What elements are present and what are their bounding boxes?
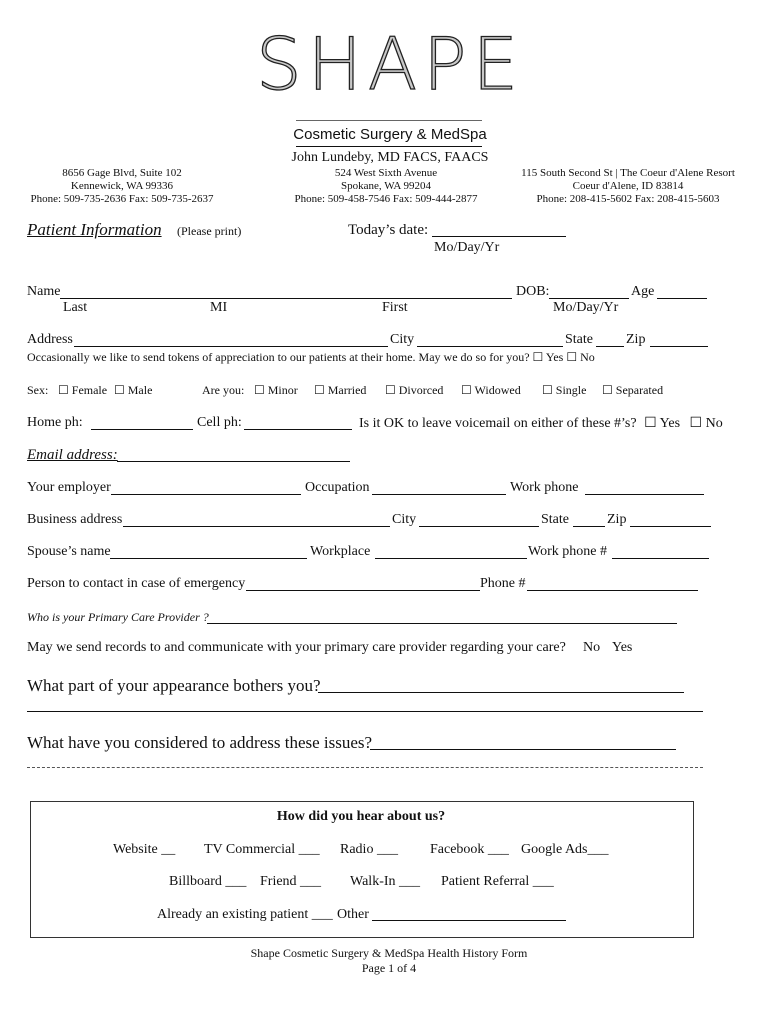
- status-label: Are you:: [202, 383, 245, 397]
- state-label: State: [565, 332, 593, 347]
- cell-phone-label: Cell ph:: [197, 415, 242, 430]
- emergency-contact-label: Person to contact in case of emergency: [27, 576, 246, 591]
- tokens-yes-checkbox[interactable]: ☐: [532, 350, 544, 364]
- occupation-field[interactable]: [372, 494, 506, 495]
- referral-option-facebook[interactable]: Facebook ___: [430, 842, 509, 857]
- records-question: May we send records to and communicate with your primary care provider regarding your care?: [27, 640, 566, 655]
- business-address-field[interactable]: [123, 526, 390, 527]
- email-label: Email address:: [27, 447, 118, 463]
- business-state-field[interactable]: [573, 526, 605, 527]
- footer-form-title: Shape Cosmetic Surgery & MedSpa Health History Form: [250, 946, 528, 960]
- city-field[interactable]: [417, 346, 563, 347]
- sex-female-option[interactable]: ☐ Female: [58, 383, 108, 397]
- sex-female-label: Female: [71, 383, 108, 397]
- spouse-name-label: Spouse’s name: [27, 544, 111, 559]
- section-title: Patient Information: [27, 220, 162, 239]
- tokens-question: [27, 350, 595, 365]
- status-widowed-option[interactable]: ☐ Widowed: [461, 383, 521, 397]
- home-phone-label: Home ph:: [27, 415, 83, 430]
- voicemail-question-text: Is it OK to leave voicemail on either of these #’s?: [359, 416, 637, 431]
- address-label: Address: [27, 332, 73, 347]
- status-divorced-option[interactable]: ☐ Divorced: [385, 383, 444, 397]
- location-line: 524 West Sixth Avenue: [334, 167, 438, 179]
- status-separated-label: Separated: [615, 383, 664, 397]
- work-phone-field[interactable]: [585, 494, 704, 495]
- dob-label: DOB:: [516, 284, 550, 299]
- emergency-contact-field[interactable]: [246, 590, 480, 591]
- voicemail-yes-label: Yes: [659, 416, 681, 431]
- appearance-answer-line-2[interactable]: [27, 711, 703, 712]
- spouse-work-phone-label: Work phone #: [528, 544, 607, 559]
- location-line: 115 South Second St | The Coeur d'Alene Resort: [521, 167, 735, 179]
- pcp-field[interactable]: [207, 623, 677, 624]
- location-line: 8656 Gage Blvd, Suite 102: [62, 167, 182, 179]
- location-kennewick: [30, 167, 213, 206]
- referral-option-patient-referral[interactable]: Patient Referral ___: [441, 874, 554, 889]
- appearance-answer-field[interactable]: [318, 692, 684, 693]
- voicemail-yes-checkbox[interactable]: ☐: [644, 416, 657, 431]
- doctor-name: John Lundeby, MD FACS, FAACS: [291, 150, 489, 165]
- name-sub-last: Last: [63, 300, 88, 315]
- dob-field[interactable]: [549, 298, 629, 299]
- name-label: Name: [27, 284, 61, 299]
- address-field[interactable]: [74, 346, 388, 347]
- considered-answer-field[interactable]: [370, 749, 676, 750]
- todays-date-field[interactable]: [432, 236, 566, 237]
- zip-field[interactable]: [650, 346, 708, 347]
- status-minor-option[interactable]: ☐ Minor: [254, 383, 298, 397]
- business-zip-field[interactable]: [630, 526, 711, 527]
- status-minor-label: Minor: [267, 383, 298, 397]
- referral-option-google-ads[interactable]: Google Ads___: [521, 842, 609, 857]
- referral-option-billboard[interactable]: Billboard ___: [169, 874, 247, 889]
- status-married-label: Married: [327, 383, 367, 397]
- footer-page-number: Page 1 of 4: [361, 961, 417, 975]
- pcp-label: Who is your Primary Care Provider ?: [27, 610, 209, 624]
- tokens-no-label: No: [580, 350, 595, 364]
- status-divorced-label: Divorced: [398, 383, 444, 397]
- referral-option-website[interactable]: Website __: [113, 842, 176, 857]
- dob-format-hint: Mo/Day/Yr: [553, 300, 619, 315]
- age-field[interactable]: [657, 298, 707, 299]
- workplace-field[interactable]: [375, 558, 527, 559]
- cell-phone-field[interactable]: [244, 429, 352, 430]
- referral-option-other-label: Other: [337, 907, 369, 922]
- records-no-option[interactable]: No: [583, 640, 601, 655]
- name-sub-mi: MI: [210, 300, 228, 315]
- referral-option-radio[interactable]: Radio ___: [340, 842, 398, 857]
- sex-male-option[interactable]: ☐ Male: [114, 383, 153, 397]
- sex-label: Sex:: [27, 383, 49, 397]
- referral-box-title: How did you hear about us?: [276, 809, 446, 824]
- emergency-phone-label: Phone #: [480, 576, 526, 591]
- considered-answer-line-2[interactable]: [27, 767, 703, 768]
- work-phone-label: Work phone: [510, 480, 579, 495]
- emergency-phone-field[interactable]: [527, 590, 698, 591]
- business-zip-label: Zip: [607, 512, 627, 527]
- location-coeur-dalene: [521, 167, 735, 206]
- logo-underline: [296, 146, 482, 147]
- records-yes-option[interactable]: Yes: [612, 640, 633, 655]
- status-single-label: Single: [555, 383, 587, 397]
- appearance-question: What part of your appearance bothers you?: [27, 676, 321, 695]
- tokens-question-text: Occasionally we like to send tokens of appreciation to our patients at their home. May we do so for you?: [27, 350, 530, 364]
- tokens-no-checkbox[interactable]: ☐: [566, 350, 578, 364]
- considered-question: What have you considered to address these issues?: [27, 733, 373, 752]
- voicemail-question: [359, 415, 723, 432]
- business-address-label: Business address: [27, 512, 123, 527]
- date-format-hint: Mo/Day/Yr: [434, 240, 500, 255]
- location-line: Kennewick, WA 99336: [70, 180, 174, 192]
- referral-option-friend[interactable]: Friend ___: [260, 874, 322, 889]
- status-married-option[interactable]: ☐ Married: [314, 383, 367, 397]
- location-line: Phone: 208-415-5602 Fax: 208-415-5603: [536, 193, 720, 205]
- age-label: Age: [631, 284, 655, 299]
- spouse-name-field[interactable]: [110, 558, 307, 559]
- zip-label: Zip: [626, 332, 646, 347]
- status-separated-option[interactable]: ☐ Separated: [602, 383, 664, 397]
- location-line: Spokane, WA 99204: [341, 180, 431, 192]
- employer-field[interactable]: [111, 494, 301, 495]
- referral-other-field[interactable]: [372, 920, 566, 921]
- location-line: Phone: 509-458-7546 Fax: 509-444-2877: [294, 193, 478, 205]
- tokens-yes-label: Yes: [545, 350, 564, 364]
- logo-rule: [296, 120, 482, 121]
- location-line: Coeur d'Alene, ID 83814: [572, 180, 684, 192]
- location-spokane: [294, 167, 477, 206]
- occupation-label: Occupation: [305, 480, 370, 495]
- business-state-label: State: [541, 512, 569, 527]
- business-city-label: City: [392, 512, 417, 527]
- name-sub-first: First: [382, 300, 408, 315]
- please-print-note: (Please print): [177, 224, 242, 238]
- status-single-option[interactable]: ☐ Single: [542, 383, 587, 397]
- voicemail-no-checkbox[interactable]: ☐: [689, 416, 703, 431]
- spouse-work-phone-field[interactable]: [612, 558, 709, 559]
- status-widowed-label: Widowed: [474, 383, 521, 397]
- workplace-label: Workplace: [310, 544, 371, 559]
- home-phone-field[interactable]: [91, 429, 193, 430]
- business-city-field[interactable]: [419, 526, 539, 527]
- logo-subtitle: Cosmetic Surgery & MedSpa: [293, 126, 487, 143]
- referral-option-existing-patient[interactable]: Already an existing patient ___: [157, 907, 333, 922]
- city-label: City: [390, 332, 415, 347]
- sex-male-label: Male: [127, 383, 153, 397]
- location-line: Phone: 509-735-2636 Fax: 509-735-2637: [30, 193, 214, 205]
- email-field[interactable]: [117, 461, 350, 462]
- voicemail-no-label: No: [705, 416, 723, 431]
- referral-option-walk-in[interactable]: Walk-In ___: [350, 874, 421, 889]
- state-field[interactable]: [596, 346, 624, 347]
- employer-label: Your employer: [27, 480, 111, 495]
- todays-date-label: Today’s date:: [348, 222, 429, 238]
- referral-option-tv-commercial[interactable]: TV Commercial ___: [204, 842, 320, 857]
- name-field[interactable]: [60, 298, 512, 299]
- shape-logo: SHAPE: [255, 22, 525, 106]
